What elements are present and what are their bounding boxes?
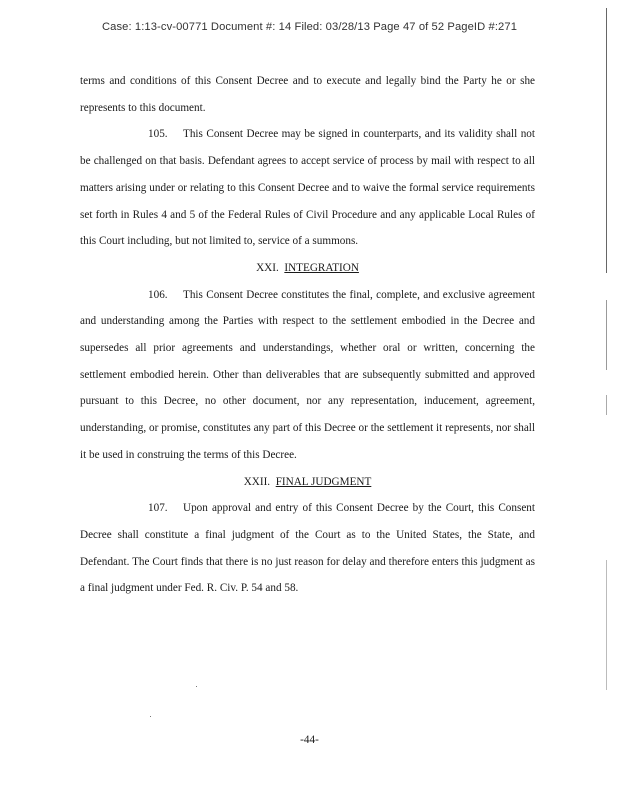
section-number: XXI. xyxy=(256,261,279,274)
paragraph-text: This Consent Decree constitutes the final, complete, and exclusive agreement and understanding among the Parties with respect to the settlement embodied in the Decree and supersedes all prior agreements and understandings, whether oral or written, concerning the settlement embodied herein. Other than deliverables that are subsequently submitted and approved pursuant to this Decree, no other document, nor any representation, inducement, agreement, understanding, or promise, constitutes any part of this Decree or the settlement it represents, nor shall it be used in construing the terms of this Decree. xyxy=(80,288,535,461)
paragraph-106 xyxy=(80,282,535,469)
scan-edge-line xyxy=(606,395,607,415)
paragraph-text: This Consent Decree may be signed in counterparts, and its validity shall not be challenged on that basis. Defendant agrees to accept service of process by mail with respect to all matters arising under or relating to this Consent Decree and to waive the formal service requirements set forth in Rules 4 and 5 of the Federal Rules of Civil Procedure and any applicable Local Rules of this Court including, but not limited to, service of a summons. xyxy=(80,128,535,248)
section-heading-final-judgment xyxy=(80,469,535,496)
paragraph-105 xyxy=(80,121,535,255)
document-body xyxy=(80,68,535,602)
section-title: INTEGRATION xyxy=(284,261,359,274)
paragraph-number: 106. xyxy=(148,288,168,301)
scan-edge-line xyxy=(606,300,607,370)
paragraph-number: 105. xyxy=(148,128,168,141)
continuation-paragraph xyxy=(80,68,535,121)
page-number: -44- xyxy=(300,734,319,746)
section-number: XXII. xyxy=(243,475,271,488)
case-header: Case: 1:13-cv-00771 Document #: 14 Filed: 03/28/13 Page 47 of 52 PageID #:271 xyxy=(101,21,518,33)
section-heading-integration xyxy=(80,255,535,282)
paragraph-107 xyxy=(80,495,535,602)
scan-speck xyxy=(196,686,197,687)
paragraph-text: Upon approval and entry of this Consent Decree by the Court, this Consent Decree shall constitute a final judgment of the Court as to the United States, the State, and Defendant. The Court finds that there is no just reason for delay and therefore enters this judgment as a final judgment under Fed. R. Civ. P. 54 and 58. xyxy=(80,502,535,595)
section-title: FINAL JUDGMENT xyxy=(275,475,372,488)
scan-edge-line xyxy=(606,8,607,273)
scan-speck xyxy=(150,716,151,717)
scan-edge-line xyxy=(606,560,607,690)
continuation-text: terms and conditions of this Consent Decree and to execute and legally bind the Party he or she represents to this document. xyxy=(80,75,535,114)
paragraph-number: 107. xyxy=(148,502,168,515)
